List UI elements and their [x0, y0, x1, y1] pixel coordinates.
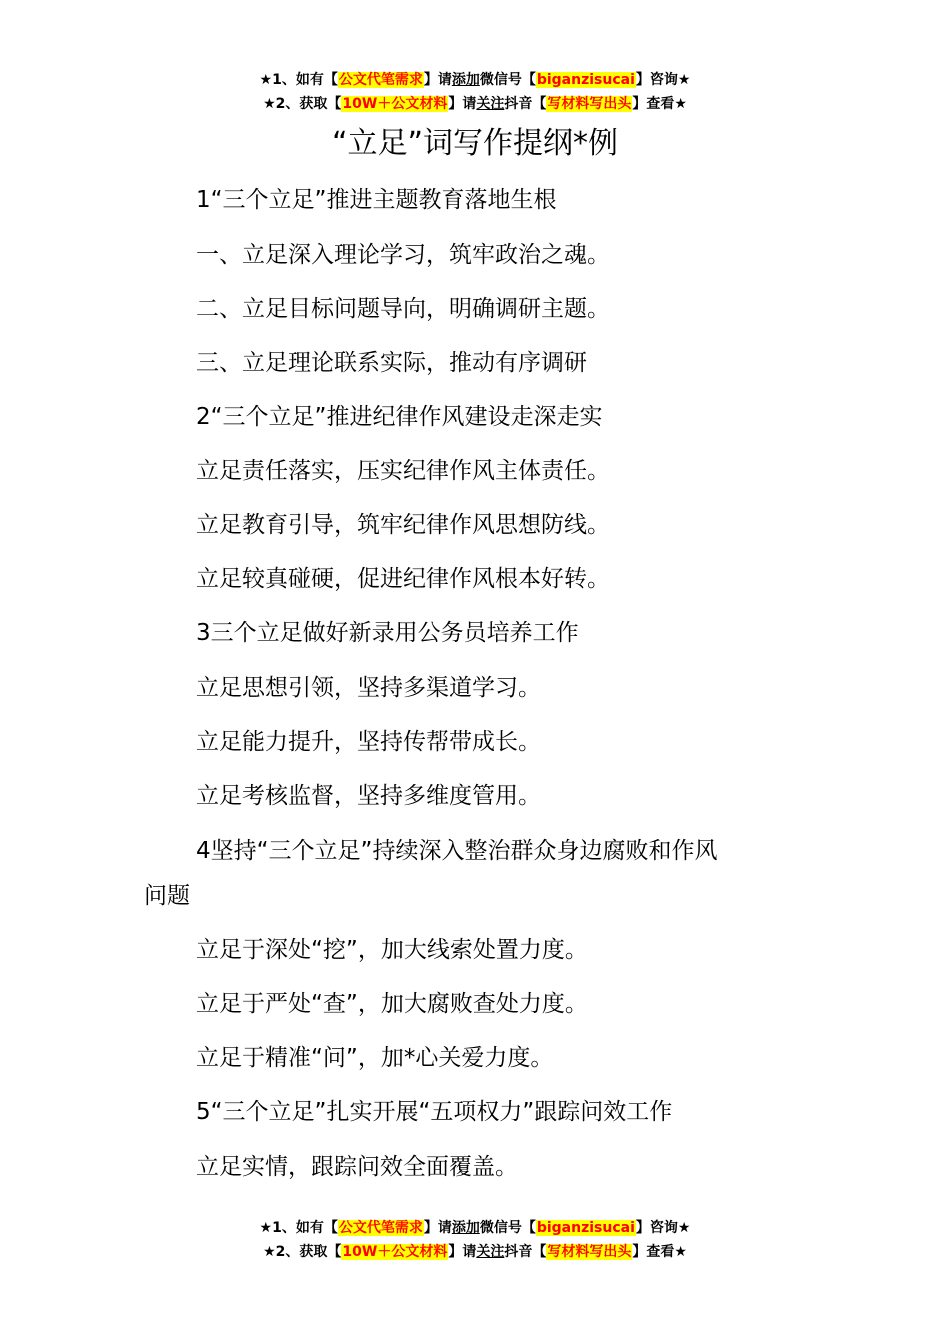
paragraph: 立足能力提升，坚持传帮带成长。 — [196, 729, 541, 755]
banner-line-2 — [0, 92, 950, 116]
banner-text: 】咨询★ — [635, 1220, 691, 1236]
paragraph: 立足考核监督，坚持多维度管用。 — [196, 783, 541, 809]
section-heading-3: 3三个立足做好新录用公务员培养工作 — [196, 620, 579, 646]
banner-text: 】请 — [448, 1244, 477, 1260]
banner-text: 微信号【 — [479, 72, 536, 88]
highlight-text: 公文代笔需求 — [338, 1220, 423, 1236]
emphasis-text: 添加 — [451, 1220, 480, 1236]
highlight-text: 10W＋公文材料 — [342, 1244, 448, 1260]
paragraph: 立足较真碰硬，促进纪律作风根本好转。 — [196, 566, 610, 592]
banner-text: ★1、如有【 — [259, 1220, 338, 1236]
highlight-text: 公文代笔需求 — [338, 72, 423, 88]
douyin-id-highlight: 写材料写出头 — [547, 96, 632, 112]
banner-text: 】查看★ — [632, 96, 687, 112]
paragraph: 一、立足深入理论学习，筑牢政治之魂。 — [196, 242, 610, 268]
section-heading-5: 5“三个立足”扎实开展“五项权力”跟踪问效工作 — [196, 1099, 673, 1125]
section-heading-4-continued: 问题 — [144, 883, 190, 909]
emphasis-text: 添加 — [451, 72, 480, 88]
paragraph: 立足实情，跟踪问效全面覆盖。 — [196, 1154, 518, 1180]
footer-banner — [0, 1216, 950, 1264]
banner-text: 抖音【 — [504, 1244, 547, 1260]
emphasis-text: 关注 — [476, 96, 505, 112]
paragraph: 立足于精准“问”，加*心关爱力度。 — [196, 1045, 554, 1071]
section-heading-2: 2“三个立足”推进纪律作风建设走深走实 — [196, 404, 603, 430]
wechat-id-highlight: biganzisucai — [536, 1220, 635, 1236]
section-heading-1: 1“三个立足”推进主题教育落地生根 — [196, 187, 557, 213]
paragraph: 立足责任落实，压实纪律作风主体责任。 — [196, 458, 610, 484]
paragraph: 立足教育引导，筑牢纪律作风思想防线。 — [196, 512, 610, 538]
paragraph: 立足于深处“挖”，加大线索处置力度。 — [196, 937, 588, 963]
banner-text: 】请 — [448, 96, 477, 112]
banner-line-1 — [0, 68, 950, 92]
banner-text: 】请 — [423, 1220, 452, 1236]
document-title: “立足”词写作提纲*例 — [331, 126, 619, 161]
paragraph: 三、立足理论联系实际，推动有序调研 — [196, 350, 587, 376]
wechat-id-highlight: biganzisucai — [536, 72, 635, 88]
banner-line-2 — [0, 1240, 950, 1264]
section-heading-4: 4坚持“三个立足”持续深入整治群众身边腐败和作风 — [196, 838, 718, 864]
paragraph: 二、立足目标问题导向，明确调研主题。 — [196, 296, 610, 322]
header-banner — [0, 68, 950, 116]
douyin-id-highlight: 写材料写出头 — [547, 1244, 632, 1260]
banner-text: 】咨询★ — [635, 72, 691, 88]
banner-text: ★2、获取【 — [263, 96, 342, 112]
paragraph: 立足思想引领，坚持多渠道学习。 — [196, 675, 541, 701]
paragraph: 立足于严处“查”，加大腐败查处力度。 — [196, 991, 588, 1017]
banner-text: ★1、如有【 — [259, 72, 338, 88]
banner-text: 】请 — [423, 72, 452, 88]
banner-text: 微信号【 — [479, 1220, 536, 1236]
highlight-text: 10W＋公文材料 — [342, 96, 448, 112]
banner-text: ★2、获取【 — [263, 1244, 342, 1260]
banner-line-1 — [0, 1216, 950, 1240]
emphasis-text: 关注 — [476, 1244, 505, 1260]
banner-text: 】查看★ — [632, 1244, 687, 1260]
banner-text: 抖音【 — [504, 96, 547, 112]
